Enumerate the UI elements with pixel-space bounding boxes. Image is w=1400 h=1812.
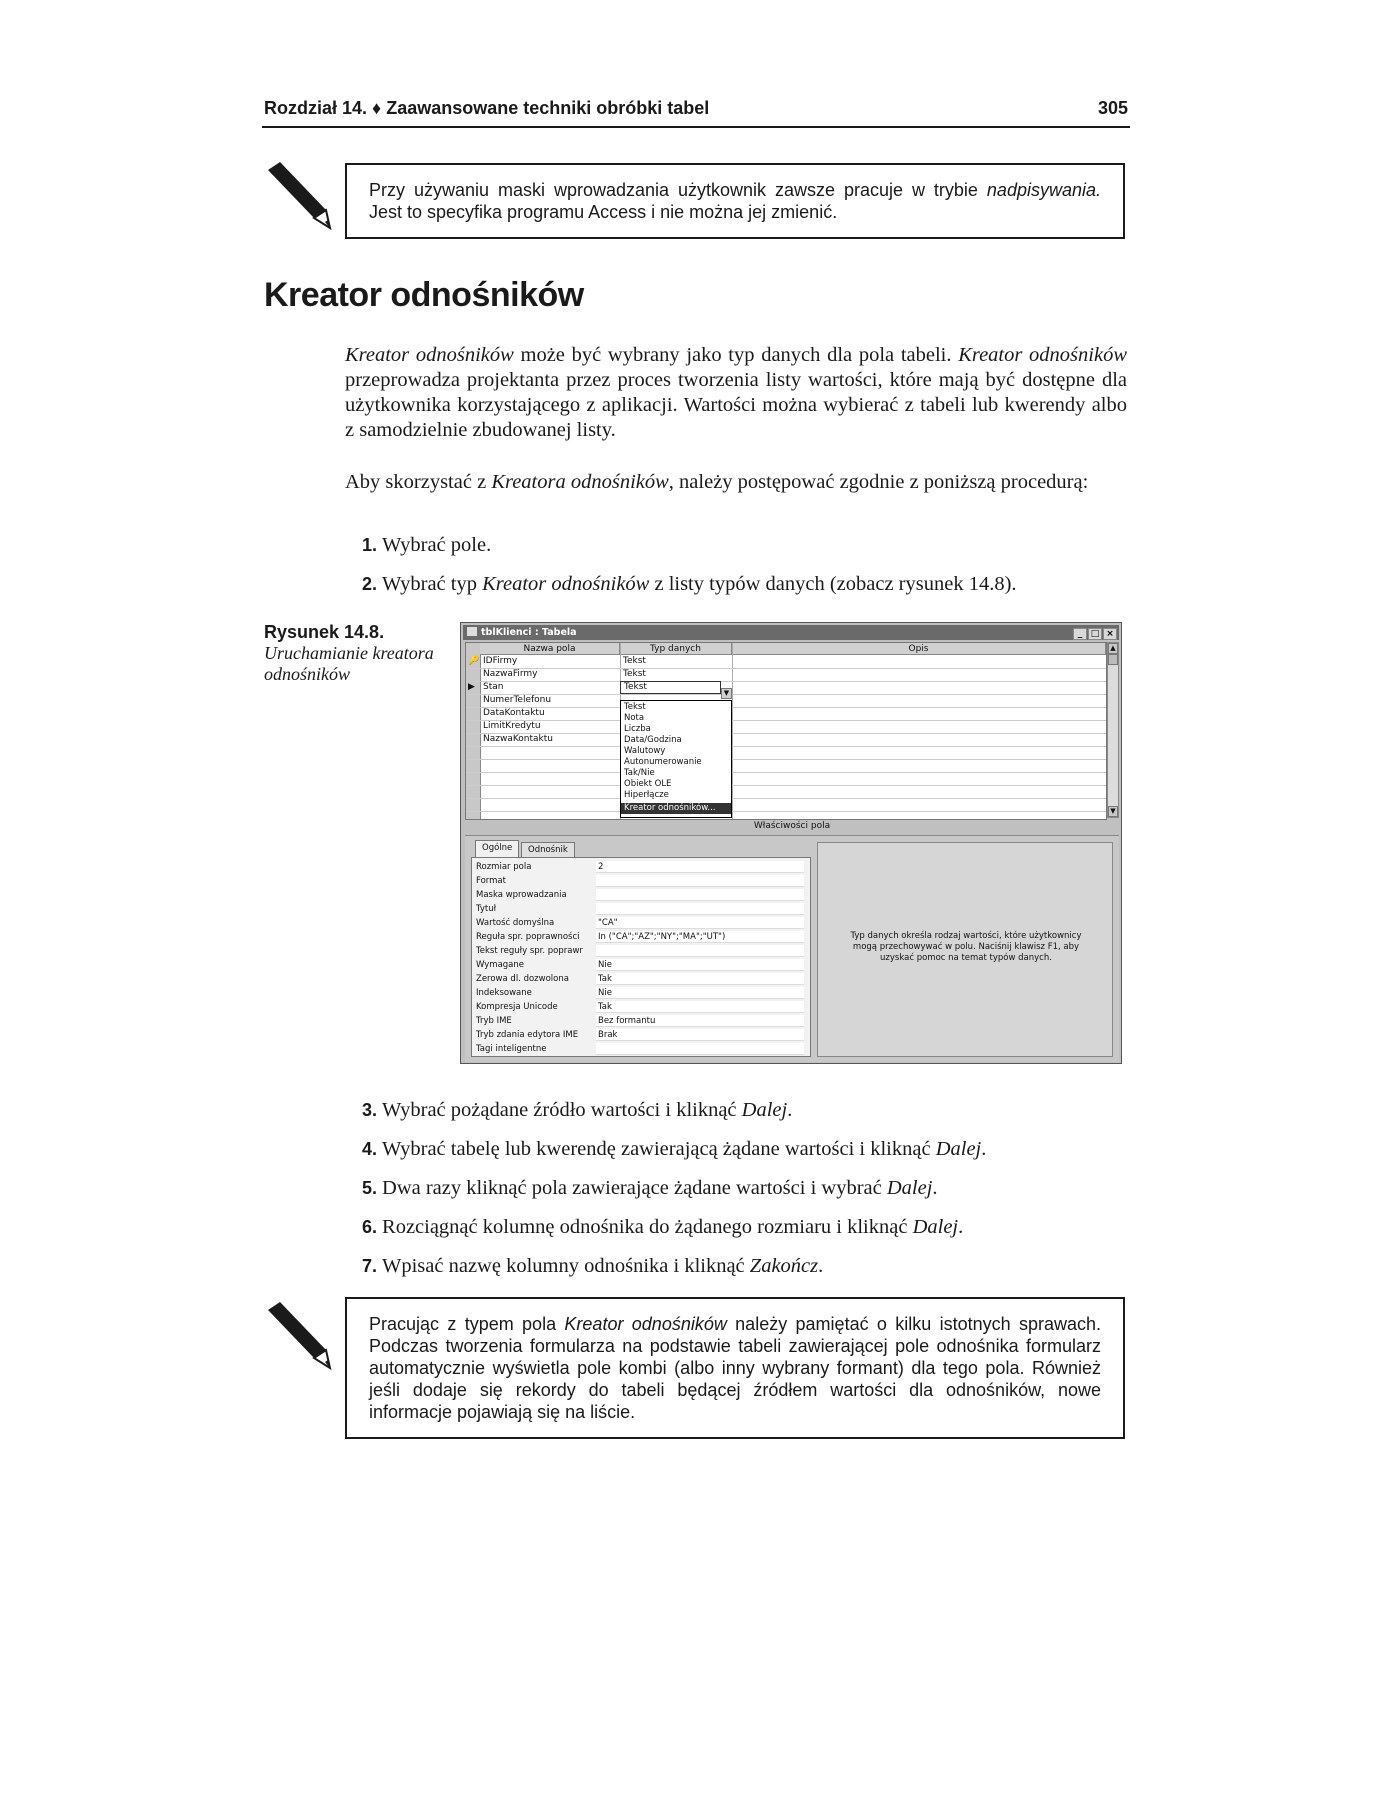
para2-emphasis: Kreatora odnośników [491,471,669,493]
property-label: Tryb zdania edytora IME [476,1030,579,1040]
chapter-title: Rozdział 14. ♦ Zaawansowane techniki obróbki tabel [264,98,710,118]
property-value[interactable] [596,1043,804,1055]
property-label: Reguła spr. poprawności [476,932,580,942]
property-value[interactable]: In ("CA";"AZ";"NY";"MA";"UT") [596,931,804,943]
para1-text-1: może być wybrany jako typ danych dla pola tabeli. [513,344,959,366]
property-row [476,973,802,986]
property-label: Format [476,876,506,886]
property-label: Tytuł [476,904,497,914]
property-value[interactable] [596,903,804,915]
row-selector-column [466,643,481,819]
step-text-end: . [958,1216,964,1238]
para2-text-2: , należy postępować zgodnie z poniższą procedurą: [668,471,1089,493]
note-bottom-text-1: Pracując z typem pola [369,1314,565,1334]
property-row [476,875,802,888]
close-button[interactable]: × [1103,628,1117,640]
step-1 [362,533,491,558]
properties-list [471,857,811,1057]
page-number: 305 [1097,98,1128,118]
dropdown-option[interactable]: Obiekt OLE [624,779,672,789]
property-row [476,931,802,944]
step-emphasis: Dalej [912,1216,959,1238]
property-row [476,861,802,874]
step-number: 4. [362,1139,378,1159]
step-text: Wybrać pożądane źródło wartości i kliknąć [382,1099,742,1121]
table-design-window [460,622,1122,1064]
scroll-up-icon[interactable]: ▲ [1108,643,1118,654]
property-value[interactable] [596,875,804,887]
property-value[interactable] [596,945,804,957]
step-number: 5. [362,1178,378,1198]
step-text: Wybrać tabelę lub kwerendę zawierającą żądane wartości i kliknąć [382,1138,936,1160]
step-number: 1. [362,535,378,555]
step-text-end: . [932,1177,938,1199]
step-emphasis: Dalej [741,1099,788,1121]
step-6 [362,1215,963,1240]
window-title: tblKlienci : Tabela [481,627,577,638]
step-text: Dwa razy kliknąć pola zawierające żądane wartości i wybrać [382,1177,887,1199]
data-type-combo[interactable]: Tekst [620,681,721,694]
step-text: Rozciągnąć kolumnę odnośnika do żądanego rozmiaru i kliknąć [382,1216,913,1238]
properties-title: Właściwości pola [753,821,831,831]
paragraph-procedure [345,470,1127,495]
property-value[interactable]: 2 [596,861,804,873]
current-row-icon: ▶ [468,682,475,692]
step-text-end: . [818,1255,824,1277]
column-header-field-name[interactable]: Nazwa pola [480,643,620,655]
field-name-cell[interactable]: NazwaKontaktu [483,734,554,744]
property-label: Wartość domyślna [476,918,555,928]
step-4 [362,1137,986,1162]
figure-label: Rysunek 14.8. [264,622,385,642]
dropdown-option[interactable]: Tak/Nie [624,768,655,778]
window-titlebar [463,625,1119,640]
step-number: 6. [362,1217,378,1237]
pencil-icon [262,1300,334,1372]
step-number: 7. [362,1256,378,1276]
data-type-cell[interactable]: Tekst [623,656,646,666]
dropdown-option[interactable]: Nota [624,713,645,723]
step-5 [362,1176,938,1201]
tab-general[interactable]: Ogólne [475,840,519,857]
step-text-end: . [787,1099,793,1121]
step-text: Wybrać typ [382,573,483,595]
property-label: Zerowa dl. dozwolona [476,974,569,984]
property-value[interactable]: Tak [596,1001,804,1013]
property-label: Tryb IME [476,1016,512,1026]
step-text: Wybrać pole. [382,534,492,556]
note-bottom-text-2: należy pamiętać o kilku istotnych sprawach. Podczas tworzenia formularza na podstawie tabeli zawierającej pole odnośnika formularz automatycznie wyświetla pole kombi (albo inny wybrany formant) dla tego pola. Również jeśli dodaje się rekordy do tabeli będącej źródłem wartości dla odnośników, nowe informacje pojawiają się na liście. [369,1314,1101,1422]
step-number: 2. [362,574,378,594]
note-bottom-emphasis: Kreator odnośników [564,1314,727,1334]
property-row [476,1043,802,1056]
property-row [476,1001,802,1014]
property-row [476,1015,802,1028]
primary-key-icon: 🔑 [468,656,480,666]
property-row [476,959,802,972]
step-emphasis: Kreator odnośników [482,573,650,595]
field-name-cell[interactable]: NazwaFirmy [483,669,538,679]
property-label: Maska wprowadzania [476,890,567,900]
step-3 [362,1098,792,1123]
running-head [262,98,1130,128]
vertical-scrollbar[interactable] [1107,642,1119,818]
pencil-icon [262,160,334,232]
property-row [476,917,802,930]
property-value[interactable]: Brak [596,1029,804,1041]
tab-lookup[interactable]: Odnośnik [521,842,575,857]
minimize-button[interactable]: _ [1073,628,1087,640]
step-text-end: . [981,1138,987,1160]
property-row [476,987,802,1000]
paragraph-intro [345,343,1127,443]
property-row [476,945,802,958]
note-top-emphasis: nadpisywania. [986,180,1101,200]
property-value[interactable]: Nie [596,959,804,971]
dropdown-option[interactable]: Tekst [624,702,646,712]
dropdown-option[interactable]: Data/Godzina [624,735,682,745]
step-number: 3. [362,1100,378,1120]
property-label: Tagi inteligentne [476,1044,547,1054]
property-value[interactable]: Tak [596,973,804,985]
property-value[interactable]: Nie [596,987,804,999]
field-name-cell[interactable]: IDFirmy [483,656,518,666]
step-emphasis: Dalej [886,1177,933,1199]
field-properties-pane [465,835,1119,1062]
step-2 [362,572,1017,597]
step-text-end: z listy typów danych (zobacz rysunek 14.8). [649,573,1017,595]
property-label: Indeksowane [476,988,532,998]
column-header-data-type[interactable]: Typ danych [620,643,732,655]
scroll-thumb[interactable] [1108,654,1118,665]
property-row [476,889,802,902]
property-value[interactable] [596,889,804,901]
field-grid [465,642,1107,820]
data-type-dropdown-list [620,700,732,818]
para1-emphasis-2: Kreator odnośników [958,344,1127,366]
step-emphasis: Zakończ [749,1255,819,1277]
para2-text-1: Aby skorzystać z [345,471,492,493]
property-value[interactable]: "CA" [596,917,804,929]
maximize-button[interactable]: □ [1088,628,1102,640]
dropdown-option[interactable]: Liczba [624,724,651,734]
section-heading: Kreator odnośników [264,276,584,314]
field-name-cell[interactable]: NumerTelefonu [483,695,552,705]
chevron-down-icon[interactable]: ▼ [721,688,732,699]
property-row [476,903,802,916]
step-7 [362,1254,823,1279]
field-name-cell[interactable]: Stan [483,682,504,692]
property-label: Tekst reguły spr. poprawr [476,946,583,956]
help-text: Typ danych określa rodzaj wartości, które użytkownicy mogą przechowywać w polu. Naciśnij klawisz F1, aby uzyskać pomoc na temat typów danych. [850,931,1082,963]
help-panel [817,842,1113,1057]
scroll-down-icon[interactable]: ▼ [1108,806,1118,817]
property-label: Wymagane [476,960,524,970]
step-emphasis: Dalej [935,1138,982,1160]
figure-description: Uruchamianie kreatora odnośników [264,643,434,684]
step-text: Wpisać nazwę kolumny odnośnika i kliknąć [382,1255,750,1277]
figure-caption [264,622,449,685]
property-row [476,1029,802,1042]
dropdown-option[interactable]: Hiperłącze [624,790,669,800]
note-box-bottom [345,1297,1125,1439]
note-top-text-2: Jest to specyfika programu Access i nie można jej zmienić. [369,202,838,222]
field-name-cell[interactable]: LimitKredytu [483,721,541,731]
property-label: Rozmiar pola [476,862,532,872]
data-type-cell[interactable]: Tekst [623,669,646,679]
para1-emphasis-1: Kreator odnośników [345,344,514,366]
dropdown-option[interactable]: Autonumerowanie [624,757,702,767]
dropdown-option-selected[interactable]: Kreator odnośników... [621,803,731,814]
note-top-text-1: Przy używaniu maski wprowadzania użytkownik zawsze pracuje w trybie [369,180,987,200]
dropdown-option[interactable]: Walutowy [624,746,666,756]
note-box-top [345,163,1125,239]
column-header-description[interactable]: Opis [732,643,1106,655]
field-name-cell[interactable]: DataKontaktu [483,708,545,718]
property-value[interactable]: Bez formantu [596,1015,804,1027]
property-label: Kompresja Unicode [476,1002,558,1012]
para1-text-2: przeprowadza projektanta przez proces tworzenia listy wartości, które mają być dostępne dla użytkownika korzystającego z aplikacji. Wartości można wybierać z tabeli lub kwerendy albo z samodzielnie zbudowanej listy. [345,369,1127,441]
table-icon [467,627,477,636]
